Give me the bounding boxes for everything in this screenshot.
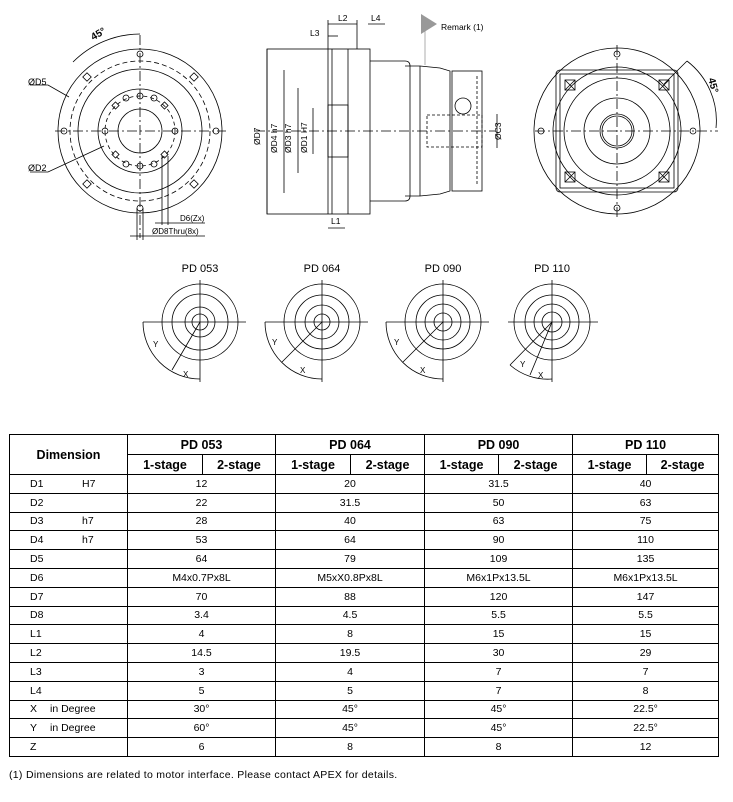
- dimension-name-cell: [10, 568, 128, 587]
- dimension-name-cell: [10, 512, 128, 531]
- header-stage-2: 2-stage: [499, 455, 573, 475]
- pattern-title-pd090: PD 090: [424, 263, 462, 275]
- pd053-x-label: X: [183, 370, 189, 379]
- dimension-name-cell: [10, 606, 128, 625]
- table-row: [10, 738, 719, 757]
- pd110-y-label: Y: [520, 360, 526, 369]
- dimension-name: D6: [30, 571, 44, 584]
- value-cell: 45°: [276, 700, 425, 719]
- value-cell: 5: [128, 681, 276, 700]
- pd090-y-label: Y: [394, 338, 400, 347]
- value-cell: 63: [573, 493, 719, 512]
- dimension-name-cell: [10, 475, 128, 494]
- table-row: [10, 644, 719, 663]
- value-cell: 50: [425, 493, 573, 512]
- dimension-name-cell: [10, 681, 128, 700]
- value-cell: 5.5: [425, 606, 573, 625]
- rear-view: [534, 45, 718, 218]
- header-stage-2: 2-stage: [203, 455, 276, 475]
- value-cell: 4: [276, 662, 425, 681]
- value-cell: 12: [573, 738, 719, 757]
- header-model-pd090: PD 090: [425, 435, 573, 455]
- table-row: [10, 512, 719, 531]
- value-cell: 22.5°: [573, 700, 719, 719]
- footnote: (1) Dimensions are related to motor interface. Please contact APEX for details.: [9, 769, 398, 781]
- value-cell: 15: [425, 625, 573, 644]
- value-cell: M6x1Px13.5L: [573, 568, 719, 587]
- label-d3: ØD3 h7: [283, 123, 293, 153]
- pattern-view-pd064: [265, 280, 368, 382]
- value-cell: 30: [425, 644, 573, 663]
- pattern-title-pd064: PD 064: [303, 263, 341, 275]
- header-stage-2: 2-stage: [647, 455, 719, 475]
- table-row: [10, 493, 719, 512]
- header-stage-1: 1-stage: [128, 455, 203, 475]
- value-cell: 45°: [276, 719, 425, 738]
- dimension-name-cell: [10, 625, 128, 644]
- table-row: [10, 700, 719, 719]
- label-l1: L1: [331, 216, 341, 226]
- dimension-name: L1: [30, 628, 42, 641]
- header-model-pd064: PD 064: [276, 435, 425, 455]
- value-cell: 29: [573, 644, 719, 663]
- value-cell: 5.5: [573, 606, 719, 625]
- dimension-tolerance: h7: [82, 534, 94, 547]
- value-cell: 22.5°: [573, 719, 719, 738]
- value-cell: 6: [128, 738, 276, 757]
- dimension-name: D5: [30, 553, 44, 566]
- value-cell: 7: [425, 681, 573, 700]
- value-cell: 14.5: [128, 644, 276, 663]
- dimension-name: D4: [30, 534, 44, 547]
- value-cell: 8: [425, 738, 573, 757]
- header-model-pd110: PD 110: [573, 435, 719, 455]
- dimension-tolerance: H7: [82, 477, 96, 490]
- value-cell: 7: [425, 662, 573, 681]
- dimension-name-cell: [10, 700, 128, 719]
- value-cell: 63: [425, 512, 573, 531]
- value-cell: 53: [128, 531, 276, 550]
- dimension-name: L3: [30, 665, 42, 678]
- value-cell: 45°: [425, 700, 573, 719]
- rear-angle-label: 45°: [705, 76, 720, 95]
- value-cell: 20: [276, 475, 425, 494]
- dimension-tolerance: in Degree: [50, 722, 96, 735]
- table-row: [10, 606, 719, 625]
- dimension-name: D8: [30, 609, 44, 622]
- label-d2: ØD2: [28, 163, 47, 173]
- value-cell: 45°: [425, 719, 573, 738]
- dimension-name: L2: [30, 647, 42, 660]
- value-cell: 5: [276, 681, 425, 700]
- value-cell: 8: [276, 738, 425, 757]
- label-d6: D6(Zx): [180, 214, 205, 223]
- value-cell: 135: [573, 550, 719, 569]
- pd053-y-label: Y: [153, 340, 159, 349]
- header-stage-1: 1-stage: [573, 455, 647, 475]
- value-cell: 31.5: [276, 493, 425, 512]
- label-l2: L2: [338, 13, 348, 23]
- value-cell: 8: [276, 625, 425, 644]
- value-cell: 90: [425, 531, 573, 550]
- remark-label: Remark (1): [441, 22, 484, 32]
- dimension-name-cell: [10, 662, 128, 681]
- dimension-name: Z: [30, 741, 37, 754]
- pd064-y-label: Y: [272, 338, 278, 347]
- value-cell: 3: [128, 662, 276, 681]
- table-row: [10, 550, 719, 569]
- header-stage-2: 2-stage: [351, 455, 425, 475]
- dimension-name: X: [30, 703, 38, 716]
- front-angle-label: 45°: [89, 25, 108, 44]
- value-cell: M4x0.7Px8L: [128, 568, 276, 587]
- pattern-title-pd053: PD 053: [181, 263, 219, 275]
- value-cell: 8: [573, 681, 719, 700]
- label-l4: L4: [371, 13, 381, 23]
- value-cell: 3.4: [128, 606, 276, 625]
- value-cell: 7: [573, 662, 719, 681]
- dimension-name-cell: [10, 587, 128, 606]
- header-model-pd053: PD 053: [128, 435, 276, 455]
- front-view: [30, 34, 226, 240]
- label-c3: ØC3: [493, 122, 503, 140]
- dimension-name: D1: [30, 477, 44, 490]
- value-cell: 64: [276, 531, 425, 550]
- table-row: [10, 625, 719, 644]
- value-cell: M6x1Px13.5L: [425, 568, 573, 587]
- table-row: [10, 568, 719, 587]
- value-cell: 110: [573, 531, 719, 550]
- pd064-x-label: X: [300, 366, 306, 375]
- value-cell: 70: [128, 587, 276, 606]
- value-cell: 79: [276, 550, 425, 569]
- remark-marker-icon: [421, 14, 437, 34]
- value-cell: 109: [425, 550, 573, 569]
- value-cell: M5xX0.8Px8L: [276, 568, 425, 587]
- header-stage-1: 1-stage: [276, 455, 351, 475]
- dimension-name: L4: [30, 684, 42, 697]
- value-cell: 120: [425, 587, 573, 606]
- table-row: [10, 681, 719, 700]
- value-cell: 4.5: [276, 606, 425, 625]
- value-cell: 28: [128, 512, 276, 531]
- value-cell: 12: [128, 475, 276, 494]
- dimension-name: D7: [30, 590, 44, 603]
- pd110-x-label: X: [538, 371, 544, 380]
- pattern-view-pd090: [386, 280, 489, 382]
- dimension-tolerance: h7: [82, 515, 94, 528]
- header-stage-1: 1-stage: [425, 455, 499, 475]
- dimension-table: [9, 434, 719, 757]
- pattern-view-pd053: [143, 280, 246, 382]
- table-row: [10, 587, 719, 606]
- dimension-name-cell: [10, 644, 128, 663]
- value-cell: 22: [128, 493, 276, 512]
- value-cell: 60°: [128, 719, 276, 738]
- value-cell: 15: [573, 625, 719, 644]
- value-cell: 4: [128, 625, 276, 644]
- table-row: [10, 719, 719, 738]
- table-row: [10, 475, 719, 494]
- dimension-name: D2: [30, 496, 44, 509]
- pd090-x-label: X: [420, 366, 426, 375]
- value-cell: 147: [573, 587, 719, 606]
- value-cell: 88: [276, 587, 425, 606]
- value-cell: 40: [573, 475, 719, 494]
- label-d5: ØD5: [28, 77, 47, 87]
- dimension-name-cell: [10, 493, 128, 512]
- label-d1: ØD1 H7: [299, 122, 309, 153]
- label-l3: L3: [310, 28, 320, 38]
- dimension-name: D3: [30, 515, 44, 528]
- dimension-name: Y: [30, 722, 38, 735]
- dimension-name-cell: [10, 738, 128, 757]
- label-d7: ØD7: [252, 127, 262, 145]
- value-cell: 40: [276, 512, 425, 531]
- dimension-name-cell: [10, 531, 128, 550]
- dimension-name-cell: [10, 719, 128, 738]
- pattern-title-pd110: PD 110: [534, 263, 570, 275]
- value-cell: 30°: [128, 700, 276, 719]
- dimension-name-cell: [10, 550, 128, 569]
- table-row: [10, 531, 719, 550]
- label-d4: ØD4 h7: [269, 123, 279, 153]
- header-dimension: Dimension: [10, 435, 128, 475]
- table-header-row: [10, 435, 719, 455]
- value-cell: 75: [573, 512, 719, 531]
- table-body: [10, 475, 719, 757]
- value-cell: 19.5: [276, 644, 425, 663]
- label-d8: ØD8Thru(8x): [152, 227, 199, 236]
- table-row: [10, 662, 719, 681]
- value-cell: 64: [128, 550, 276, 569]
- value-cell: 31.5: [425, 475, 573, 494]
- dimension-tolerance: in Degree: [50, 703, 96, 716]
